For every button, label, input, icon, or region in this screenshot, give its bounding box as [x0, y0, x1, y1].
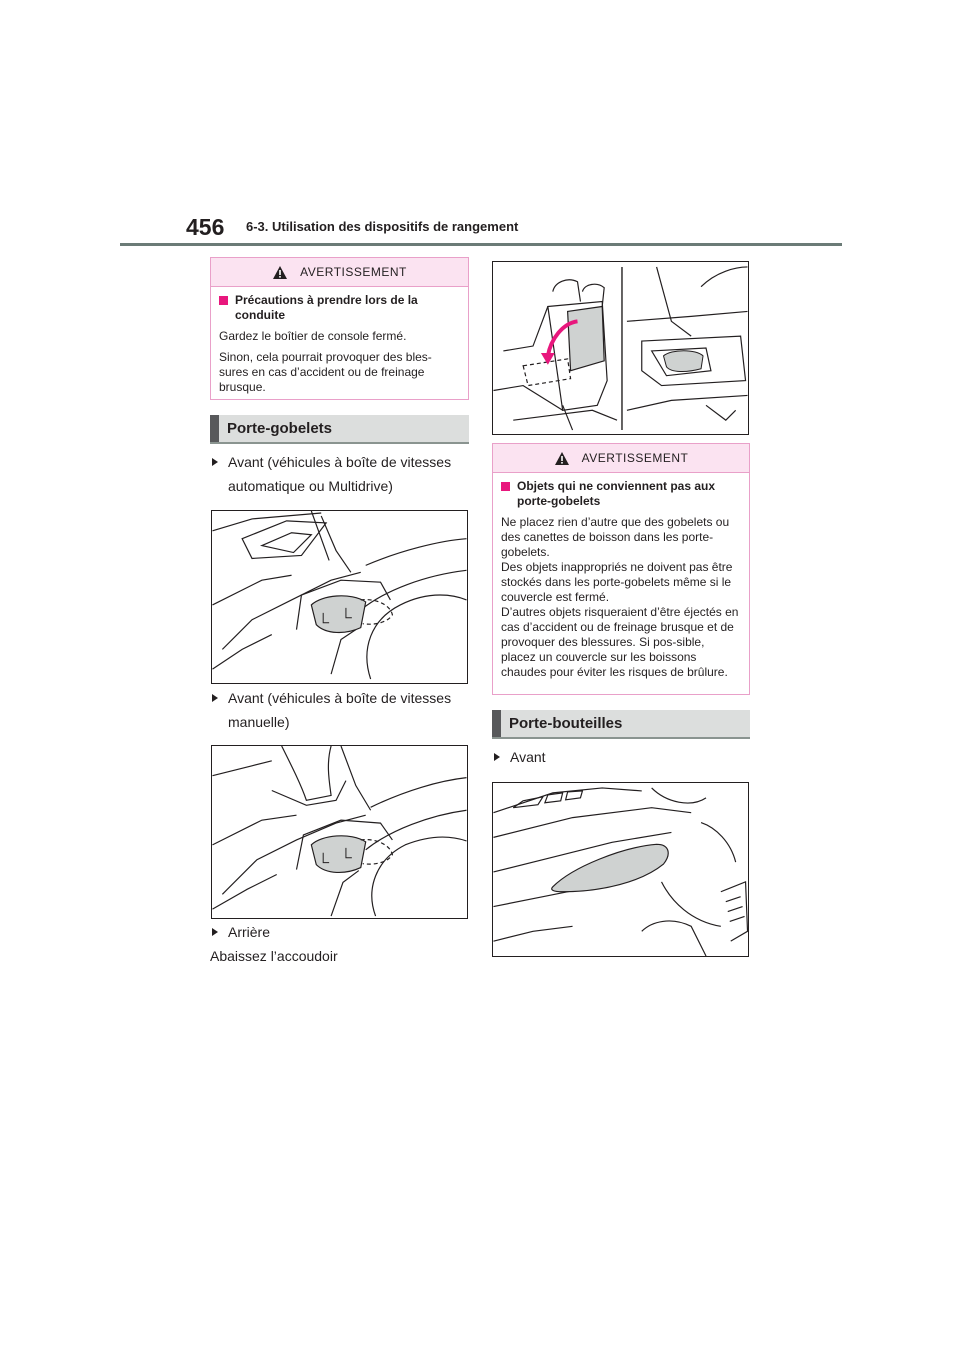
pink-square-bullet-icon: [501, 482, 510, 491]
section-heading-cupholders: [210, 415, 469, 444]
section-bar: [492, 710, 501, 737]
figure-front-cupholder-auto: [211, 510, 468, 684]
header-rule: [120, 243, 842, 246]
warning-title: [501, 479, 741, 509]
warning-paragraph: Des objets inappropriés ne doivent pas être stockés dans les porte-gobelets même si le couvercle est fermé.: [501, 560, 733, 604]
section-title: Porte-gobelets: [227, 420, 333, 437]
console-illustration: [212, 511, 467, 683]
header-title: 6-3. Utilisation des dispositifs de rangement: [246, 219, 519, 234]
figure-rear-armrest: [492, 261, 749, 435]
section-heading-bottles: [492, 710, 750, 739]
console-illustration: [212, 746, 467, 918]
warning-paragraph: Ne placez rien d’autre que des gobelets ou des canettes de boisson dans les porte-gobelets.: [501, 515, 730, 559]
warning-triangle-icon: [272, 265, 288, 280]
door-illustration: [493, 783, 748, 956]
triangle-bullet-icon: [212, 694, 218, 702]
warning-box-cupholders: [492, 443, 750, 695]
warning-body: [493, 473, 749, 686]
warning-box-driving: [210, 257, 469, 400]
warning-title: [219, 293, 460, 323]
warning-label: AVERTISSEMENT: [300, 265, 407, 279]
warning-header: [211, 258, 468, 287]
warning-triangle-icon: [554, 451, 570, 466]
warning-paragraph: Gardez le boîtier de console fermé.: [219, 329, 407, 343]
warning-paragraph: D’autres objets risqueraient d’être éjectés en cas d’accident ou de freinage brusque et de provoquer des blessures. Si pos-sible, placez un couvercle sur les boissons chaudes pour éviter les risques de brûlure.: [501, 605, 739, 679]
list-item-bottle-front: Avant: [494, 745, 750, 769]
list-item-rear: Arrière: [212, 920, 469, 944]
page-number: 456: [186, 214, 225, 240]
list-item-front-manual: Avant (véhicules à boîte de vitesses manuelle): [212, 686, 469, 734]
triangle-bullet-icon: [494, 753, 500, 761]
warning-title-text: Objets qui ne conviennent pas aux porte-gobelets: [517, 479, 716, 508]
warning-body: [211, 287, 468, 407]
rear-instruction: Abaissez l’accoudoir: [210, 948, 338, 964]
warning-label: AVERTISSEMENT: [581, 451, 689, 465]
section-bar: [210, 415, 219, 442]
triangle-bullet-icon: [212, 928, 218, 936]
section-title: Porte-bouteilles: [509, 715, 623, 732]
warning-header: [493, 444, 749, 473]
warning-paragraph: Sinon, cela pourrait provoquer des bles-sures en cas d’accident ou de freinage brusque.: [219, 350, 432, 394]
figure-front-cupholder-manual: [211, 745, 468, 919]
list-item-front-auto: Avant (véhicules à boîte de vitesses automatique ou Multidrive): [212, 450, 469, 498]
pink-square-bullet-icon: [219, 296, 228, 305]
rear-armrest-illustration: [493, 262, 748, 434]
warning-title-text: Précautions à prendre lors de la conduite: [235, 293, 418, 322]
figure-bottle-holder-front: [492, 782, 749, 957]
triangle-bullet-icon: [212, 458, 218, 466]
